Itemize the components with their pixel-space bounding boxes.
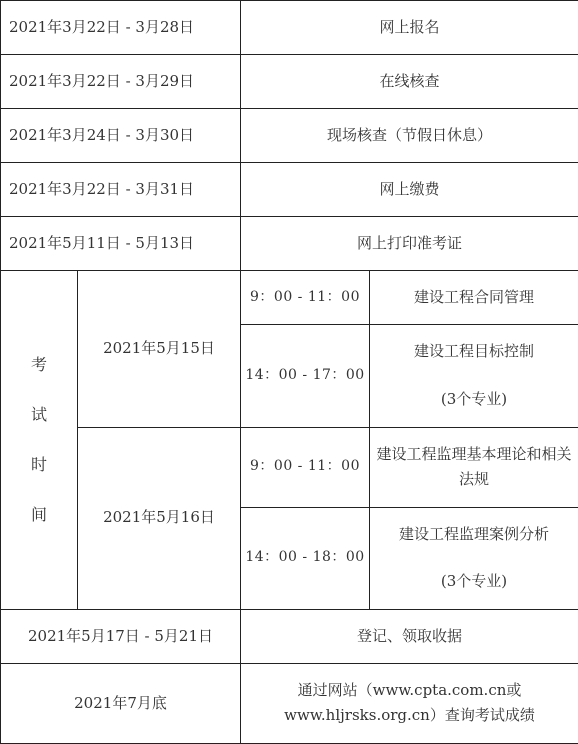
date-cell: 2021年3月24日 - 3月30日 — [1, 109, 241, 163]
event-cell: 网上打印准考证 — [241, 217, 578, 271]
event-cell: 网上缴费 — [241, 163, 578, 217]
subject-cell — [370, 507, 578, 609]
subject-name: 建设工程目标控制 — [414, 342, 535, 361]
table-row — [1, 663, 578, 743]
table-row — [1, 271, 578, 325]
event-cell: 通过网站（www.cpta.com.cn或www.hljrsks.org.cn）查询考试成绩 — [241, 663, 578, 743]
date-cell: 2021年3月22日 - 3月31日 — [1, 163, 241, 217]
event-cell: 在线核查 — [241, 55, 578, 109]
date-cell: 2021年5月11日 - 5月13日 — [1, 217, 241, 271]
subject-cell — [370, 325, 578, 427]
exam-time-label-cell — [1, 271, 78, 609]
table-row — [1, 55, 578, 109]
table-row — [1, 109, 578, 163]
table-row — [1, 217, 578, 271]
event-cell: 网上报名 — [241, 1, 578, 55]
subject-note: (3个专业) — [440, 389, 508, 408]
exam-time-label: 考试时间 — [30, 355, 47, 525]
subject-cell: 建设工程监理基本理论和相关法规 — [370, 427, 578, 507]
subject-name: 建设工程监理案例分析 — [399, 524, 550, 543]
event-cell: 现场核查（节假日休息） — [241, 109, 578, 163]
table-row — [1, 427, 578, 507]
table-row — [1, 609, 578, 663]
date-cell: 2021年3月22日 - 3月28日 — [1, 1, 241, 55]
table-row — [1, 1, 578, 55]
event-cell: 登记、领取收据 — [241, 609, 578, 663]
subject-note: (3个专业) — [440, 572, 508, 591]
date-cell: 2021年7月底 — [1, 663, 241, 743]
session-time-cell: 9：00 - 11：00 — [241, 271, 370, 325]
session-time-cell: 14：00 - 18：00 — [241, 507, 370, 609]
date-cell: 2021年5月17日 - 5月21日 — [1, 609, 241, 663]
exam-date-cell: 2021年5月15日 — [78, 271, 241, 427]
session-time-cell: 14：00 - 17：00 — [241, 325, 370, 427]
session-time-cell: 9：00 - 11：00 — [241, 427, 370, 507]
exam-date-cell: 2021年5月16日 — [78, 427, 241, 609]
table-row — [1, 163, 578, 217]
subject-cell: 建设工程合同管理 — [370, 271, 578, 325]
date-cell: 2021年3月22日 - 3月29日 — [1, 55, 241, 109]
